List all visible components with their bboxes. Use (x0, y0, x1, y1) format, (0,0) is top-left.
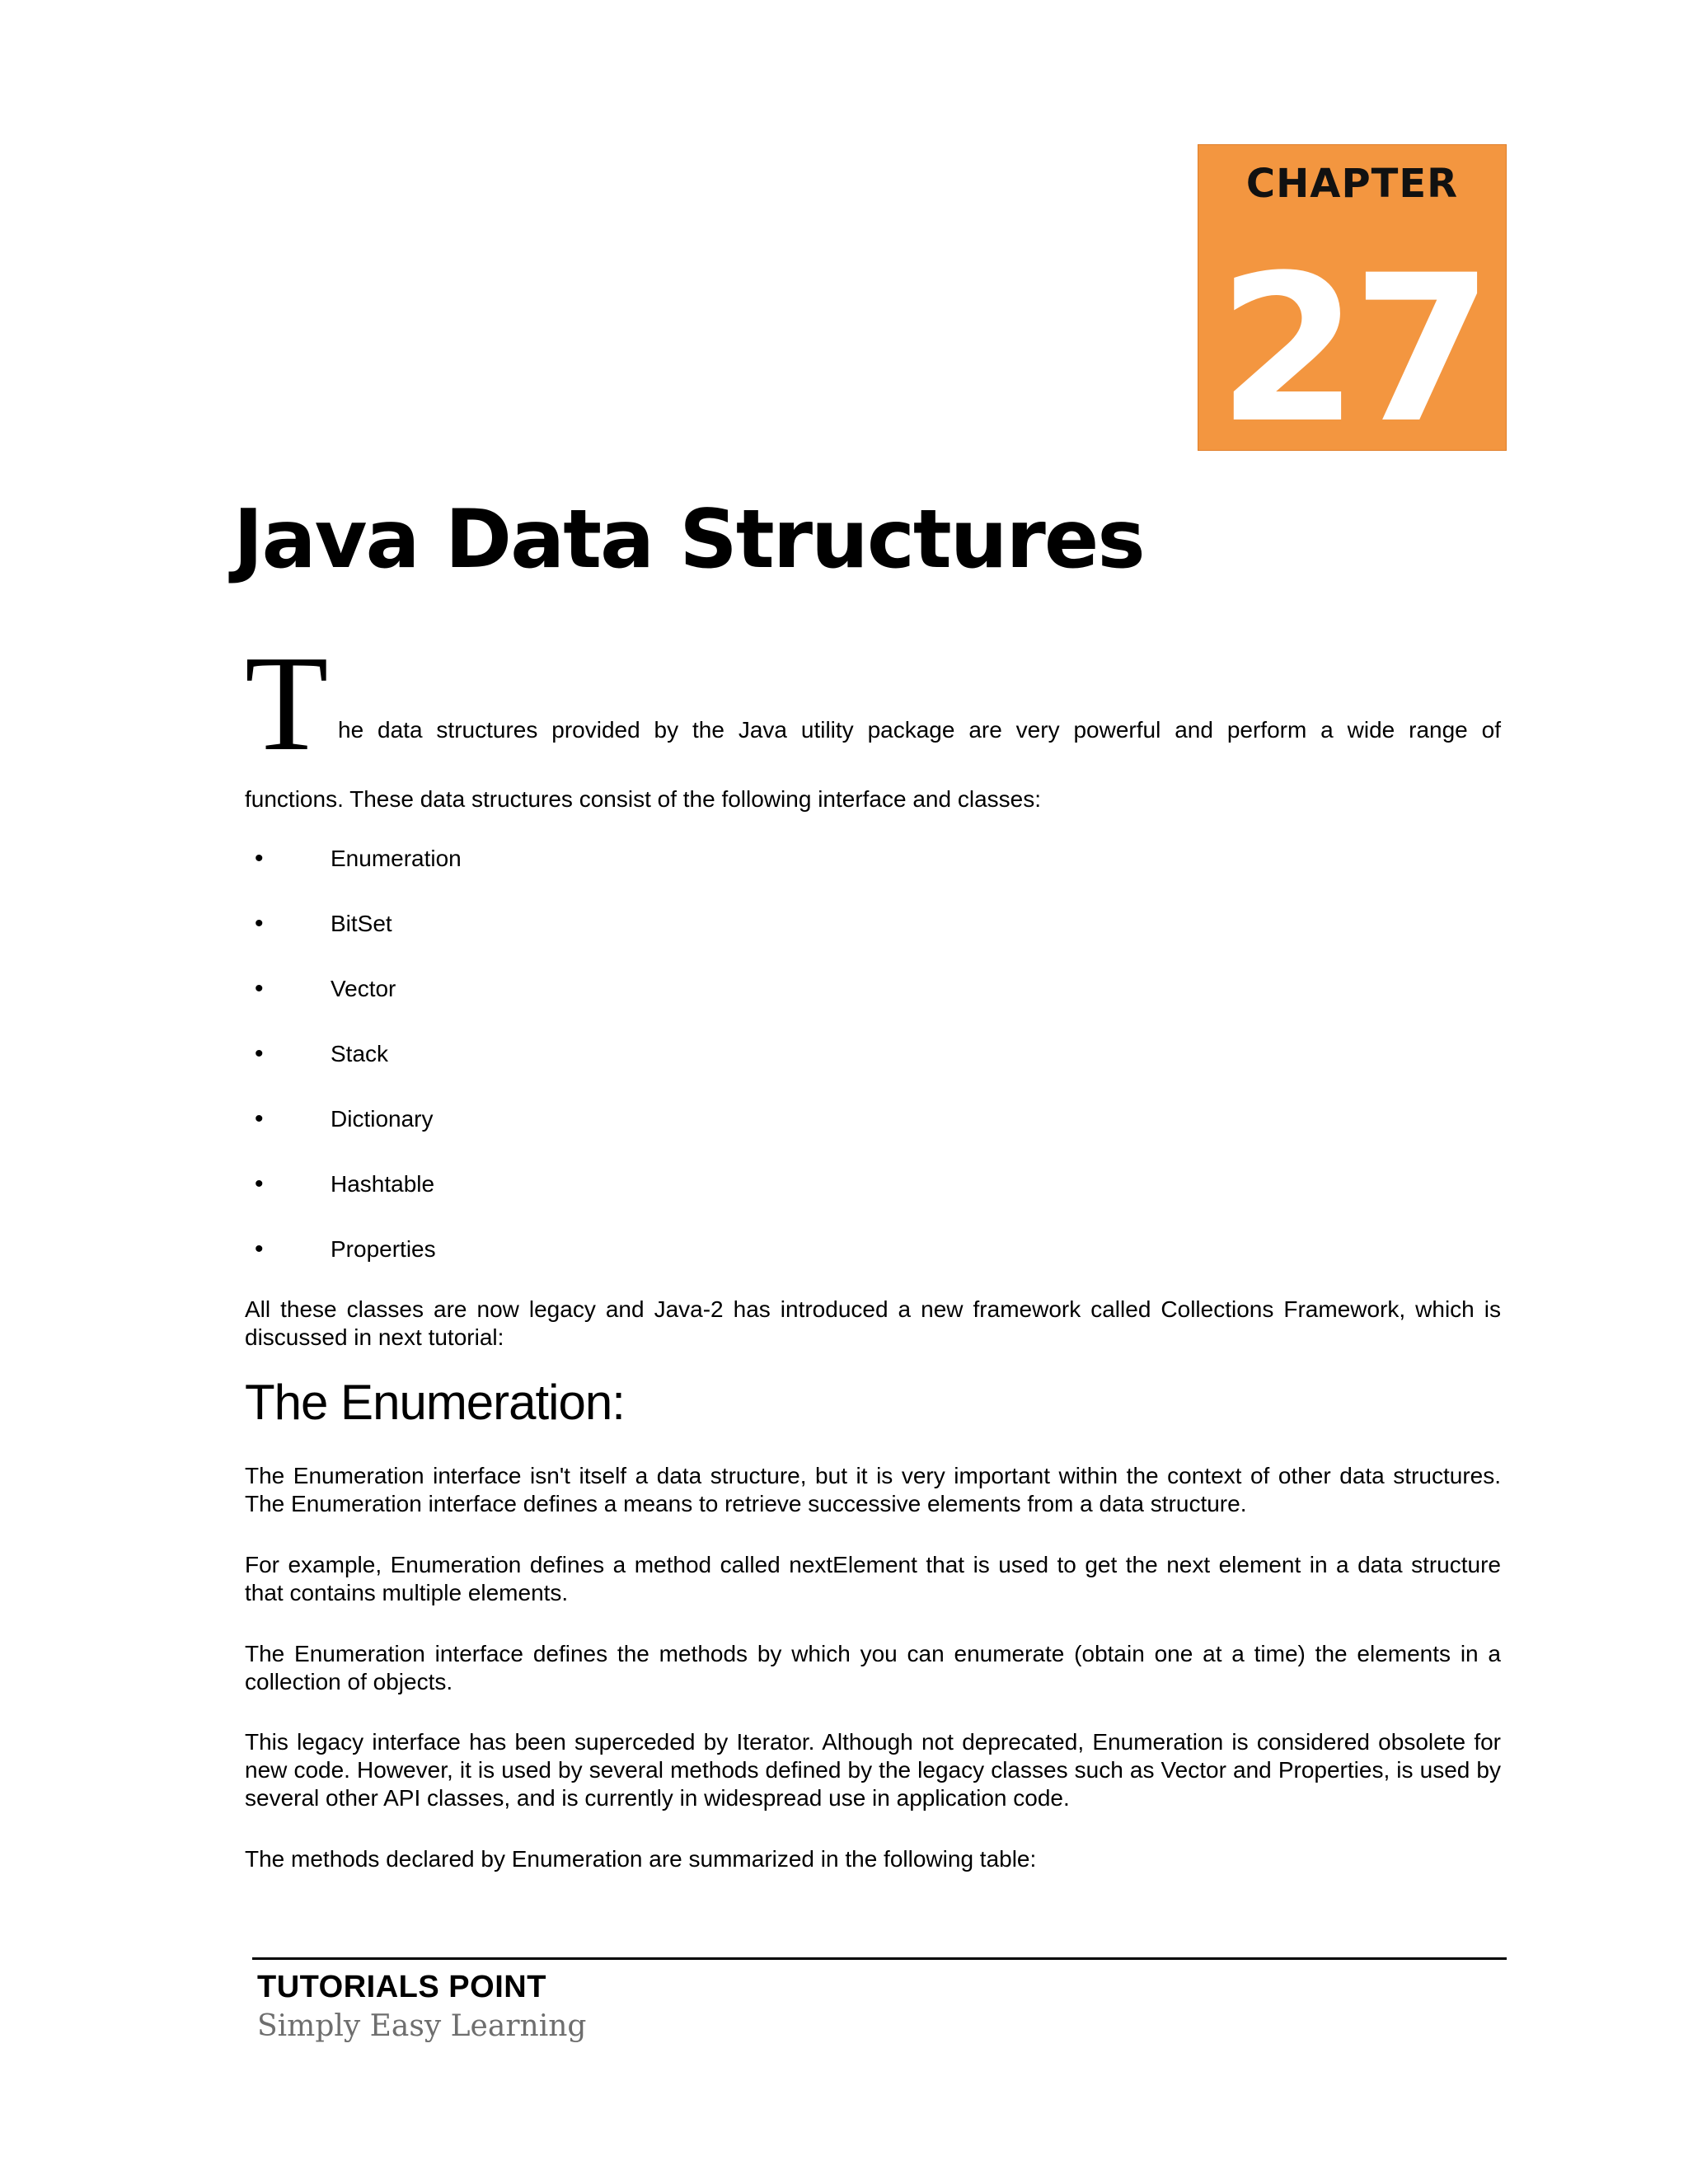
page-title: Java Data Structures (233, 493, 1144, 587)
list-item-label: BitSet (331, 911, 392, 936)
section-paragraph: For example, Enumeration defines a method called nextElement that is used to get the next element in a data structure that contains multiple elements. (245, 1552, 1501, 1605)
bullet-icon: • (255, 1170, 264, 1197)
list-item-label: Hashtable (331, 1171, 435, 1197)
section-paragraph: The methods declared by Enumeration are summarized in the following table: (245, 1846, 1037, 1872)
section-heading: The Enumeration: (245, 1375, 625, 1430)
footer-brand: TUTORIALS POINT (257, 1970, 546, 2004)
bullet-icon: • (255, 975, 264, 1002)
chapter-number: 27 (1217, 232, 1487, 468)
chapter-badge (1198, 144, 1507, 468)
legacy-note: All these classes are now legacy and Java-2 has introduced a new framework called Collections Framework, which is discussed in next tutorial: (245, 1296, 1501, 1350)
section-paragraph: The Enumeration interface defines the methods by which you can enumerate (obtain one at a time) the elements in a collection of objects. (245, 1641, 1501, 1694)
bullet-icon: • (255, 910, 264, 937)
bullet-icon: • (255, 845, 264, 872)
list-item-label: Vector (331, 976, 396, 1001)
list-item-label: Stack (331, 1041, 389, 1066)
list-item-label: Enumeration (331, 846, 462, 871)
section-paragraph: The Enumeration interface isn't itself a data structure, but it is very important within the context of other data structures. The Enumeration interface defines a means to retrieve successive elements from a data structure. (245, 1463, 1501, 1516)
bullet-icon: • (255, 1235, 264, 1263)
footer-tagline: Simply Easy Learning (257, 2009, 587, 2043)
intro-text-line-2: functions. These data structures consist of the following interface and classes: (245, 786, 1041, 812)
list-item-label: Properties (331, 1236, 436, 1262)
bullet-icon: • (255, 1040, 264, 1067)
bullet-icon: • (255, 1105, 264, 1132)
section-paragraph: This legacy interface has been superceded by Iterator. Although not deprecated, Enumeration is considered obsolete for new code. However, it is used by several methods defined by the legacy classes such as Vector and Properties, is used by several other API classes, and is currently in widespread use in application code. (245, 1729, 1501, 1811)
drop-cap: T (245, 627, 329, 779)
chapter-label: CHAPTER (1245, 161, 1459, 207)
footer-divider (252, 1957, 1507, 1960)
intro-text-line-1: he data structures provided by the Java utility package are very powerful and perform a wide range of (338, 717, 1501, 743)
list-item-label: Dictionary (331, 1106, 434, 1132)
